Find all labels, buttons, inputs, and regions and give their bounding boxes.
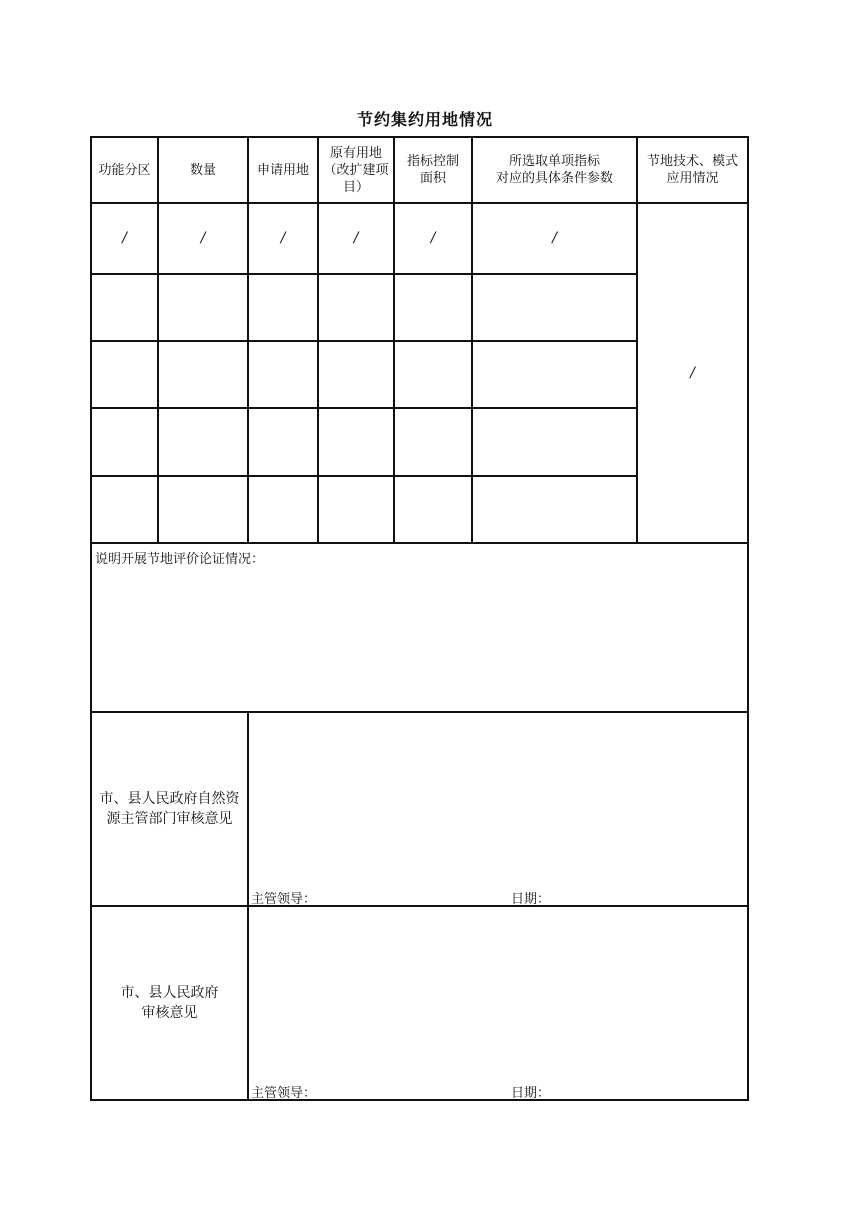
label-line: 源主管部门审核意见	[106, 811, 233, 827]
header-label: 数量	[189, 162, 216, 178]
explanation-field[interactable]	[92, 568, 747, 711]
explanation-label: 说明开展节地评价论证情况：	[95, 552, 265, 567]
cell-value: /	[552, 230, 557, 246]
cell-value: /	[200, 230, 206, 246]
page-title: 节约集约用地情况	[356, 110, 493, 129]
header-land-saving-tech	[638, 138, 747, 202]
table-cell[interactable]	[249, 204, 317, 273]
label-line: 市、县人民政府	[120, 985, 219, 1001]
label-line: 市、县人民政府自然资	[99, 791, 240, 807]
table-cell[interactable]	[319, 204, 393, 273]
table-cell[interactable]	[92, 204, 157, 273]
row-line	[90, 475, 638, 477]
header-label: 功能分区	[98, 162, 151, 178]
table-bottom-line	[90, 542, 749, 544]
header-indicator-area	[395, 138, 471, 202]
review2-label	[92, 907, 247, 1099]
cell-value: /	[122, 230, 127, 246]
header-line: 所选取单项指标	[508, 154, 600, 169]
header-line: （改扩建项	[323, 162, 389, 178]
header-applied-land	[249, 138, 317, 202]
table-cell[interactable]	[159, 204, 247, 273]
table-cell[interactable]	[395, 204, 471, 273]
table-cell[interactable]	[473, 204, 636, 273]
review1-leader-label: 主管领导：	[251, 892, 317, 907]
border-right	[747, 136, 749, 1101]
header-line: 对应的具体条件参数	[495, 171, 613, 186]
header-line: 原有用地	[329, 145, 382, 161]
header-line: 指标控制	[406, 154, 459, 169]
cell-value: /	[690, 364, 695, 381]
review2-leader-label: 主管领导：	[251, 1086, 317, 1101]
review1-label	[92, 713, 247, 905]
review2-bottom-line	[90, 1099, 749, 1101]
label-line: 审核意见	[141, 1005, 198, 1021]
cell-value: /	[280, 230, 286, 246]
review1-date-label: 日期：	[511, 892, 551, 907]
review2-opinion-field[interactable]	[250, 907, 747, 1077]
row-line	[90, 340, 638, 342]
land-saving-tech-cell[interactable]	[638, 204, 747, 542]
header-original-land	[319, 138, 393, 202]
header-functional-zone	[92, 138, 157, 202]
review2-date-label: 日期：	[511, 1086, 551, 1101]
row-line	[90, 407, 638, 409]
review1-opinion-field[interactable]	[250, 713, 747, 883]
row-line	[90, 273, 638, 275]
header-line: 目）	[342, 179, 369, 195]
cell-value: /	[353, 230, 359, 246]
header-condition-params	[473, 138, 636, 202]
header-label: 申请用地	[256, 162, 309, 178]
review-divider	[247, 711, 249, 1101]
cell-value: /	[430, 230, 436, 246]
header-quantity	[159, 138, 247, 202]
header-line: 节地技术、模式	[646, 154, 738, 169]
header-line: 应用情况	[666, 171, 719, 186]
header-line: 面积	[419, 171, 446, 186]
